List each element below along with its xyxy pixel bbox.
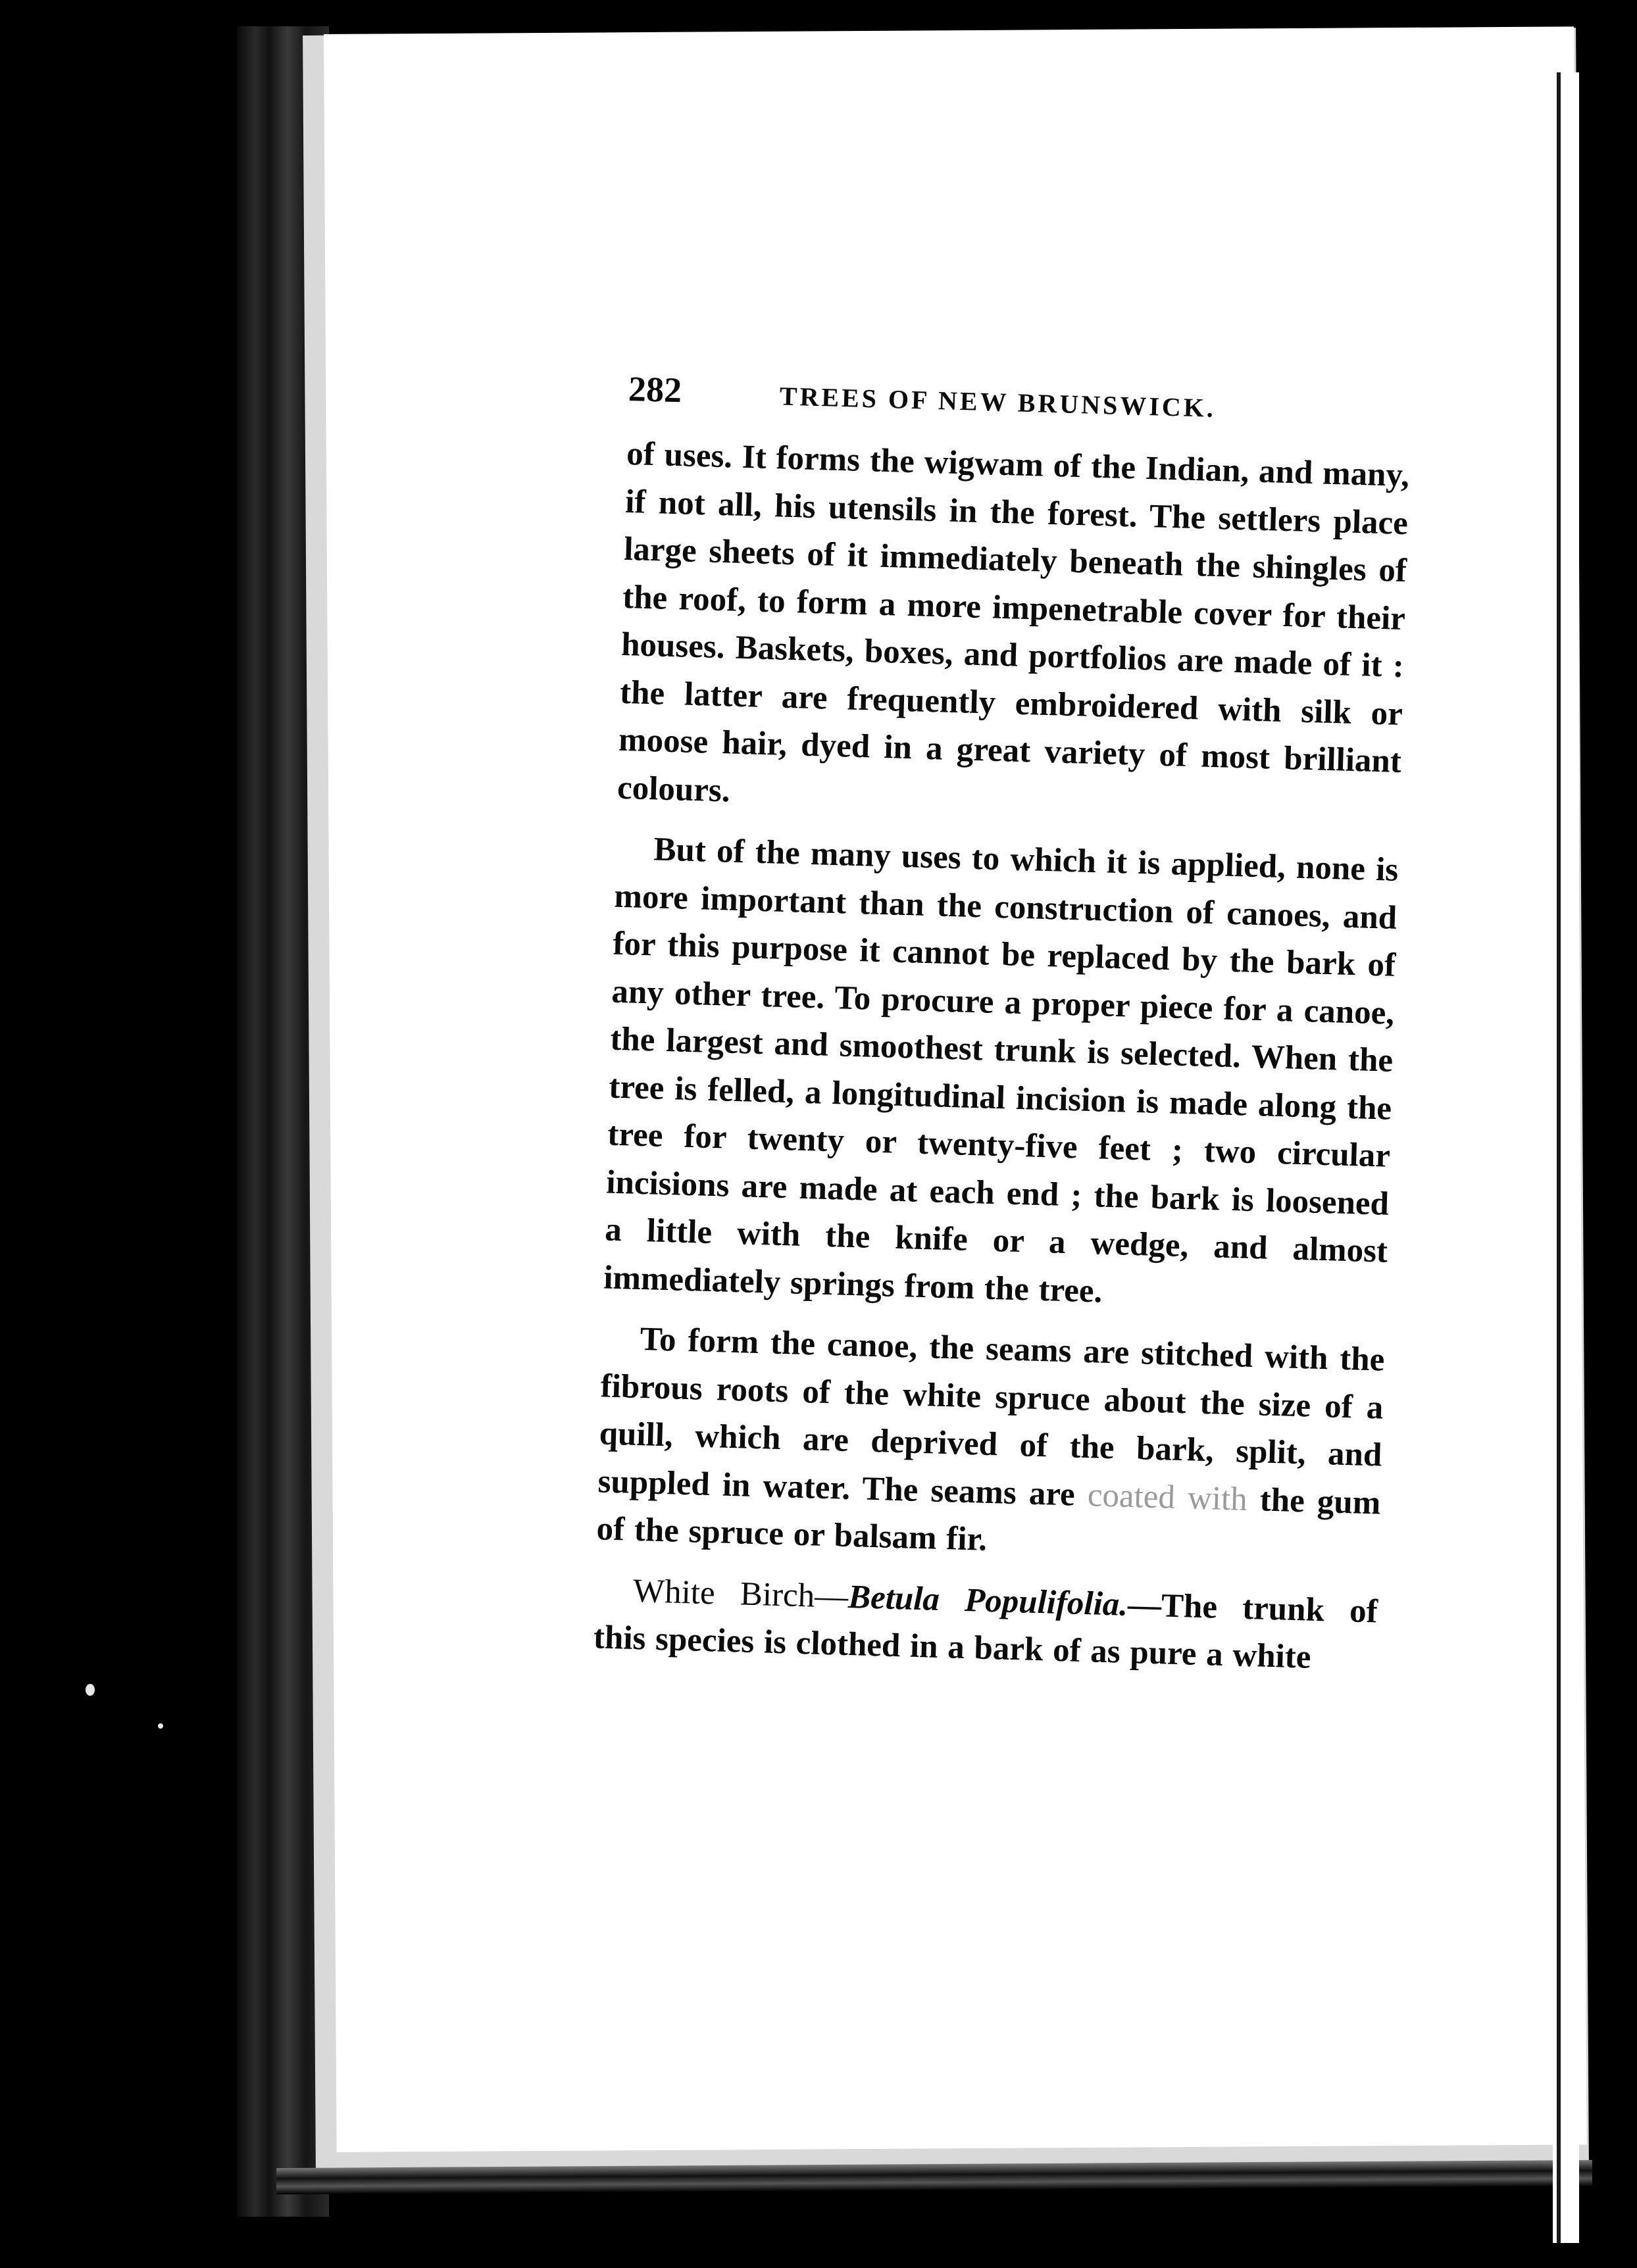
page-number: 282 [628,368,682,410]
paragraph-4-text: —The trunk of this species is clothed in a bark of as pure a white [593,1586,1378,1676]
paragraph-2: But of the many uses to which it is applied, none is more important than the construction of canoes, and for this purpose it cannot be replaced by the bark of any other tree. To procure a proper piece for a canoe, the largest and smoothest trunk is selected. When the tree is felled, a longitudinal incision is made along the tree for twenty or twenty-five feet ; two circular incisions are made at each end ; the bark is loosened a little with the knife or a wedge, and almost immediately springs from the tree. [603,831,1399,1310]
paragraph-3 [596,1314,1386,1575]
paragraph-3-faded-text: coated with [1087,1476,1248,1518]
paragraph-1: of uses. It forms the wigwam of the Indian, and many, if not all, his utensils in the forest. The settlers place large sheets of it immediately beneath the shingles of the roof, to form a more impenetrable cover for their houses. Baskets, boxes, and portfolios are made of it : the latter are frequently embroidered with silk or moose hair, dyed in a great variety of most brilliant colours. [617,435,1410,810]
page-text [593,368,1411,1683]
scan-speck [158,1723,163,1729]
latin-name: Betula Populifolia. [847,1578,1128,1623]
species-heading: White Birch— [632,1572,849,1615]
running-title: TREES OF NEW BRUNSWICK. [779,381,1217,423]
paragraph-3-text-a: To form the canoe, the seams are stitched with the fibrous roots of the white spruce about the size of a quill, which are deprived of the bark, split, and suppled in water. The seams are [597,1321,1386,1514]
next-page-shadow [1557,72,1561,2243]
scan-speck [86,1684,95,1696]
paragraph-3-text-b: the gum of the spruce or balsam fir. [595,1481,1382,1558]
